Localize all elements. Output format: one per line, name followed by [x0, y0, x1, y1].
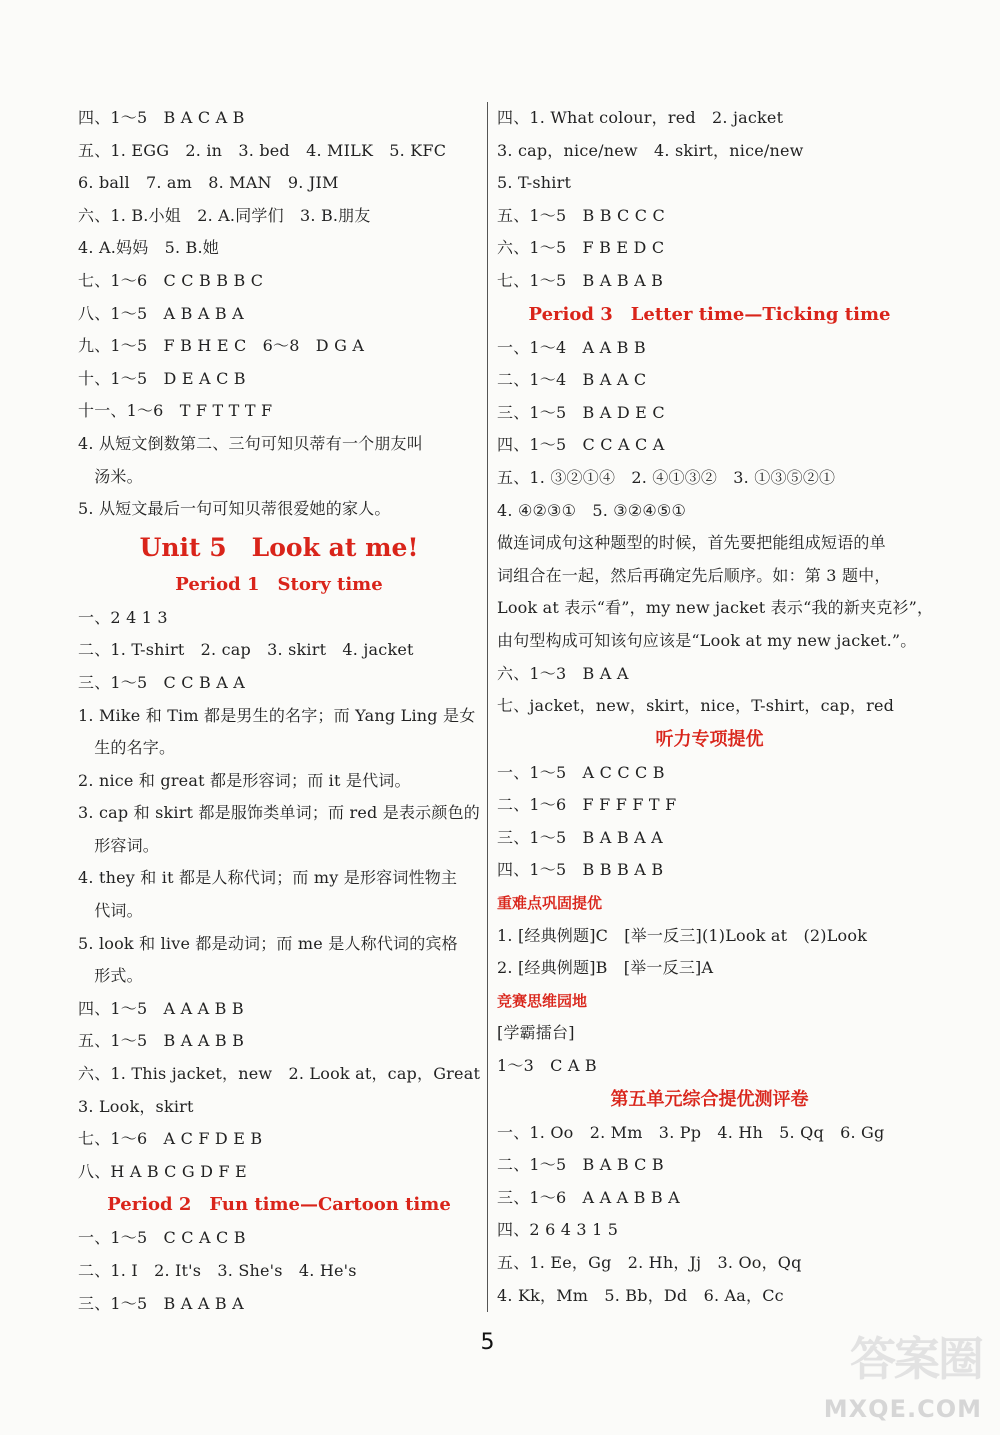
answer-line: 汤米。: [78, 466, 143, 486]
answer-line: 二、1～5 B A B C B: [497, 1155, 664, 1175]
answer-line: 5. 从短文最后一句可知贝蒂很爱她的家人。: [78, 499, 391, 519]
answer-line: 五、1. Ee，Gg 2. Hh，Jj 3. Oo，Qq: [497, 1253, 802, 1272]
answer-line: 三、1～5 C C B A A: [78, 672, 246, 692]
answer-line: 一、1. Oo 2. Mm 3. Pp 4. Hh 5. Qq 6. Gg: [497, 1122, 885, 1142]
answer-line: 六、1. This jacket，new 2. Look at，cap，Great: [78, 1064, 481, 1084]
answer-line: 生的名字。: [78, 738, 176, 758]
section-heading: 第五单元综合提优测评卷: [610, 1088, 809, 1110]
answer-line: 八、H A B C G D F E: [78, 1161, 247, 1181]
answer-line: 五、1～5 B B C C C: [497, 205, 665, 225]
answer-line: 十一、1～6 T F T T T F: [78, 401, 273, 421]
answer-line: 七、jacket，new，skirt，nice，T-shirt，cap，red: [497, 696, 895, 716]
period-heading: Period 1 Story time: [175, 573, 383, 595]
answer-line: 五、1～5 B A A B B: [78, 1031, 245, 1051]
subsection-heading: 重难点巩固提优: [497, 894, 603, 913]
answer-line: 4. A.妈妈 5. B.她: [78, 238, 219, 258]
answer-line: 一、2 4 1 3: [78, 607, 168, 627]
answer-line: 七、1～5 B A B A B: [497, 270, 664, 290]
period-heading: Period 2 Fun time—Cartoon time: [107, 1194, 451, 1216]
answer-line: 1. Mike 和 Tim 都是男生的名字；而 Yang Ling 是女: [78, 705, 476, 725]
answer-line: 4. ④②③① 5. ③②④⑤①: [497, 500, 686, 520]
page-number: 5: [480, 1330, 495, 1355]
answer-line: 5. look 和 live 都是动词；而 me 是人称代词的宾格: [78, 933, 458, 953]
answer-line: 二、1～4 B A A C: [497, 370, 647, 390]
answer-line: 词组合在一起，然后再确定先后顺序。如：第 3 题中，: [497, 565, 891, 585]
answer-line: 三、1～5 B A B A A: [497, 827, 663, 847]
answer-line: 一、1～5 C C A C B: [78, 1228, 246, 1248]
answer-line: 四、2 6 4 3 1 5: [497, 1220, 619, 1240]
answer-line: 三、1～5 B A A B A: [78, 1293, 244, 1313]
answer-line: 2. [经典例题]B [举一反三]A: [497, 958, 714, 978]
answer-line: 2. nice 和 great 都是形容词；而 it 是代词。: [78, 770, 411, 790]
right-column: [497, 102, 934, 1312]
answer-line: 形式。: [78, 966, 143, 986]
answer-line: 4. they 和 it 都是人称代词；而 my 是形容词性物主: [78, 868, 458, 888]
answer-line: 1～3 C A B: [497, 1056, 597, 1076]
period-heading: Period 3 Letter time—Ticking time: [528, 303, 891, 325]
column-divider: [487, 102, 488, 1312]
watermark-logo: [792, 1303, 982, 1423]
unit-heading: Unit 5 Look at me!: [139, 532, 419, 562]
answer-line: 三、1～6 A A A B B A: [497, 1187, 680, 1207]
answer-line: 二、1. T-shirt 2. cap 3. skirt 4. jacket: [78, 640, 414, 660]
answer-line: 四、1～5 B B B A B: [497, 860, 664, 880]
answer-line: 形容词。: [78, 835, 160, 855]
answer-line: 四、1. What colour，red 2. jacket: [497, 108, 784, 127]
answer-line: 由句型构成可知该句应该是“Look at my new jacket.”。: [497, 630, 917, 650]
answer-line: 二、1. I 2. It's 3. She's 4. He's: [78, 1261, 357, 1280]
watermark-chars: 答案圈: [850, 1332, 982, 1386]
answer-line: 六、1～3 B A A: [497, 663, 629, 683]
answer-line: 6. ball 7. am 8. MAN 9. JIM: [78, 173, 339, 193]
answer-line: 4. 从短文倒数第二、三句可知贝蒂有一个朋友叫: [78, 433, 423, 453]
answer-line: 五、1. EGG 2. in 3. bed 4. MILK 5. KFC: [78, 140, 447, 160]
answer-line: 做连词成句这种题型的时候，首先要把能组成短语的单: [497, 533, 886, 553]
answer-line: 3. Look，skirt: [78, 1096, 194, 1116]
answer-line: 一、1～4 A A B B: [497, 337, 646, 357]
answer-line: 四、1～5 B A C A B: [78, 108, 245, 127]
answer-line: 四、1～5 C C A C A: [497, 435, 665, 455]
answer-line: 八、1～5 A B A B A: [78, 303, 244, 323]
subsection-heading: 竞赛思维园地: [497, 991, 588, 1010]
answer-line: 代词。: [78, 901, 143, 921]
answer-line: 四、1～5 A A A B B: [78, 998, 244, 1018]
answer-line: 七、1～6 A C F D E B: [78, 1129, 263, 1149]
answer-line: 六、1. B.小姐 2. A.同学们 3. B.朋友: [78, 205, 371, 225]
answer-line: 七、1～6 C C B B B C: [78, 270, 264, 290]
answer-line: 十、1～5 D E A C B: [78, 368, 246, 388]
answer-line: 1. [经典例题]C [举一反三](1)Look at (2)Look: [497, 925, 868, 945]
answer-line: [学霸擂台]: [497, 1023, 575, 1043]
answer-line: 九、1～5 F B H E C 6～8 D G A: [78, 336, 365, 356]
section-heading: 听力专项提优: [655, 728, 764, 750]
answer-line: 六、1～5 F B E D C: [497, 238, 665, 258]
answer-line: 五、1. ③②①④ 2. ④①③② 3. ①③⑤②①: [497, 467, 836, 487]
answer-line: 3. cap，nice/new 4. skirt，nice/new: [497, 140, 804, 160]
answer-line: 3. cap 和 skirt 都是服饰类单词；而 red 是表示颜色的: [78, 803, 480, 823]
watermark-domain: MXQE.COM: [823, 1395, 982, 1423]
answer-line: 三、1～5 B A D E C: [497, 402, 665, 422]
answer-line: Look at 表示“看”，my new jacket 表示“我的新夹克衫”，: [497, 598, 934, 618]
answer-line: 一、1～5 A C C C B: [497, 762, 665, 782]
answer-line: 二、1～6 F F F F T F: [497, 795, 677, 815]
answer-line: 5. T-shirt: [497, 173, 572, 193]
answer-line: 4. Kk，Mm 5. Bb，Dd 6. Aa，Cc: [497, 1285, 784, 1305]
left-column: [78, 102, 480, 1320]
